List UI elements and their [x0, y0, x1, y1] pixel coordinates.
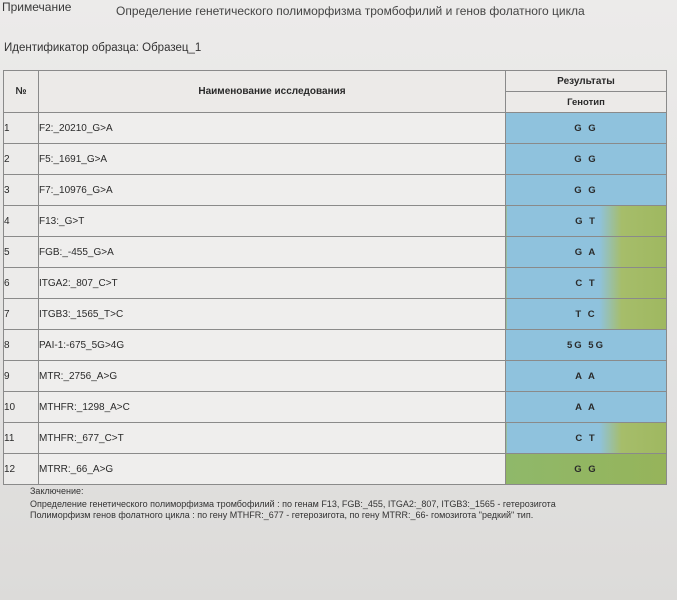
header-results: Результаты — [506, 71, 667, 92]
table-row — [4, 454, 667, 485]
row-genotype: T C — [506, 299, 667, 330]
table-row — [4, 361, 667, 392]
header-genotype: Генотип — [506, 92, 667, 113]
results-table — [3, 70, 667, 485]
sample-identifier: Идентификатор образца: Образец_1 — [4, 42, 202, 54]
conclusion-thrombophilia: Определение генетического полиморфизма тромбофилий : по генам F13, FGB:_455, ITGA2:_807, ITGB3:_1565 - гетерозигота — [30, 499, 556, 509]
row-test-name: MTHFR:_677_C>T — [39, 423, 506, 454]
row-test-name: F2:_20210_G>A — [39, 113, 506, 144]
report-title: Определение генетического полиморфизма тромбофилий и генов фолатного цикла — [116, 4, 585, 18]
row-number: 4 — [4, 206, 39, 237]
row-number: 7 — [4, 299, 39, 330]
row-genotype: G T — [506, 206, 667, 237]
table-row — [4, 423, 667, 454]
table-row — [4, 175, 667, 206]
conclusion — [30, 486, 660, 521]
row-genotype: G G — [506, 113, 667, 144]
row-test-name: ITGB3:_1565_T>C — [39, 299, 506, 330]
table-row — [4, 206, 667, 237]
header-name: Наименование исследования — [39, 71, 506, 113]
row-number: 9 — [4, 361, 39, 392]
row-number: 8 — [4, 330, 39, 361]
row-test-name: F5:_1691_G>A — [39, 144, 506, 175]
row-number: 1 — [4, 113, 39, 144]
report-header — [0, 0, 677, 20]
table-row — [4, 330, 667, 361]
row-test-name: F7:_10976_G>A — [39, 175, 506, 206]
row-genotype: G G — [506, 454, 667, 485]
row-test-name: MTRR:_66_A>G — [39, 454, 506, 485]
row-number: 12 — [4, 454, 39, 485]
row-number: 5 — [4, 237, 39, 268]
row-test-name: F13:_G>T — [39, 206, 506, 237]
row-genotype: G G — [506, 144, 667, 175]
row-number: 3 — [4, 175, 39, 206]
row-genotype: C T — [506, 268, 667, 299]
row-genotype: C T — [506, 423, 667, 454]
table-row — [4, 237, 667, 268]
row-number: 2 — [4, 144, 39, 175]
row-test-name: FGB:_-455_G>A — [39, 237, 506, 268]
note-label: Примечание — [2, 0, 72, 14]
row-number: 11 — [4, 423, 39, 454]
table-row — [4, 392, 667, 423]
conclusion-folate: Полиморфизм генов фолатного цикла : по гену MTHFR:_677 - гетерозигота, по гену MTRR:_66- гомозигота "редкий" тип. — [30, 510, 534, 520]
table-row — [4, 268, 667, 299]
table-row — [4, 113, 667, 144]
row-test-name: MTR:_2756_A>G — [39, 361, 506, 392]
row-test-name: ITGA2:_807_C>T — [39, 268, 506, 299]
row-genotype: G G — [506, 175, 667, 206]
row-genotype: A A — [506, 392, 667, 423]
results-body — [4, 113, 667, 485]
row-test-name: PAI-1:-675_5G>4G — [39, 330, 506, 361]
row-genotype: 5G 5G — [506, 330, 667, 361]
row-number: 6 — [4, 268, 39, 299]
table-row — [4, 299, 667, 330]
row-genotype: G A — [506, 237, 667, 268]
row-number: 10 — [4, 392, 39, 423]
conclusion-label: Заключение: — [30, 486, 84, 496]
row-test-name: MTHFR:_1298_A>C — [39, 392, 506, 423]
table-row — [4, 144, 667, 175]
header-num: № — [4, 71, 39, 113]
row-genotype: A A — [506, 361, 667, 392]
